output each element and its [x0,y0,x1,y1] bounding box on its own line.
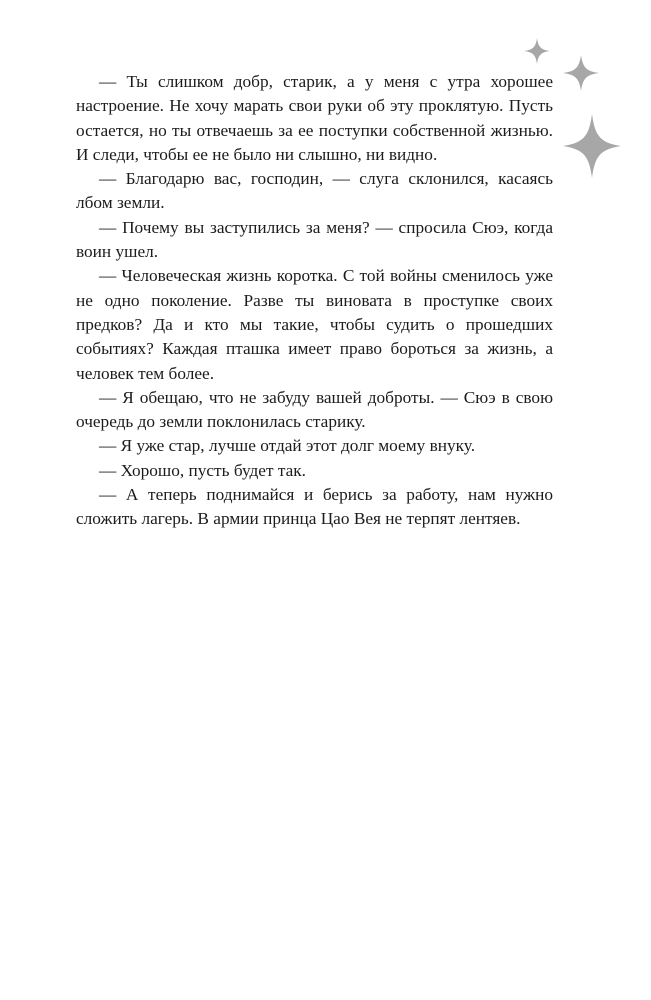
paragraph: — Почему вы заступились за меня? — спросила Сюэ, когда воин ушел. [76,217,553,262]
medium-star-icon [563,55,599,91]
paragraph: — Благодарю вас, господин, — слуга склонился, касаясь лбом земли. [76,169,553,213]
paragraph: — Ты слишком добр, старик, а у меня с утра хорошее настроение. Не хочу марать свои руки об эту проклятую. Пусть остается, но ты отвечаешь за ее поступки собственной жизнью. И следи, чтобы ее не было ни слышно, ни видно. [76,72,553,164]
body-text [76,70,553,532]
paragraph: — Я уже стар, лучше отдай этот долг моему внуку. [99,436,476,456]
small-star-icon [524,38,550,64]
paragraph: — А теперь поднимайся и берись за работу, нам нужно сложить лагерь. В армии принца Цао Вея не терпят лентяев. [76,485,553,529]
paragraph: — Человеческая жизнь коротка. С той войны сменилось уже не одно поколение. Разве ты виновата в проступке своих предков? Да и кто мы такие, чтобы судить о прошедших событиях? Каждая пташка имеет право бороться за жизнь, а человек тем более. [76,266,553,383]
paragraph: — Я обещаю, что не забуду вашей доброты. — Сюэ в свою очередь до земли поклонилась старику. [76,387,553,432]
paragraph: — Хорошо, пусть будет так. [99,460,306,480]
large-star-icon [563,114,621,178]
